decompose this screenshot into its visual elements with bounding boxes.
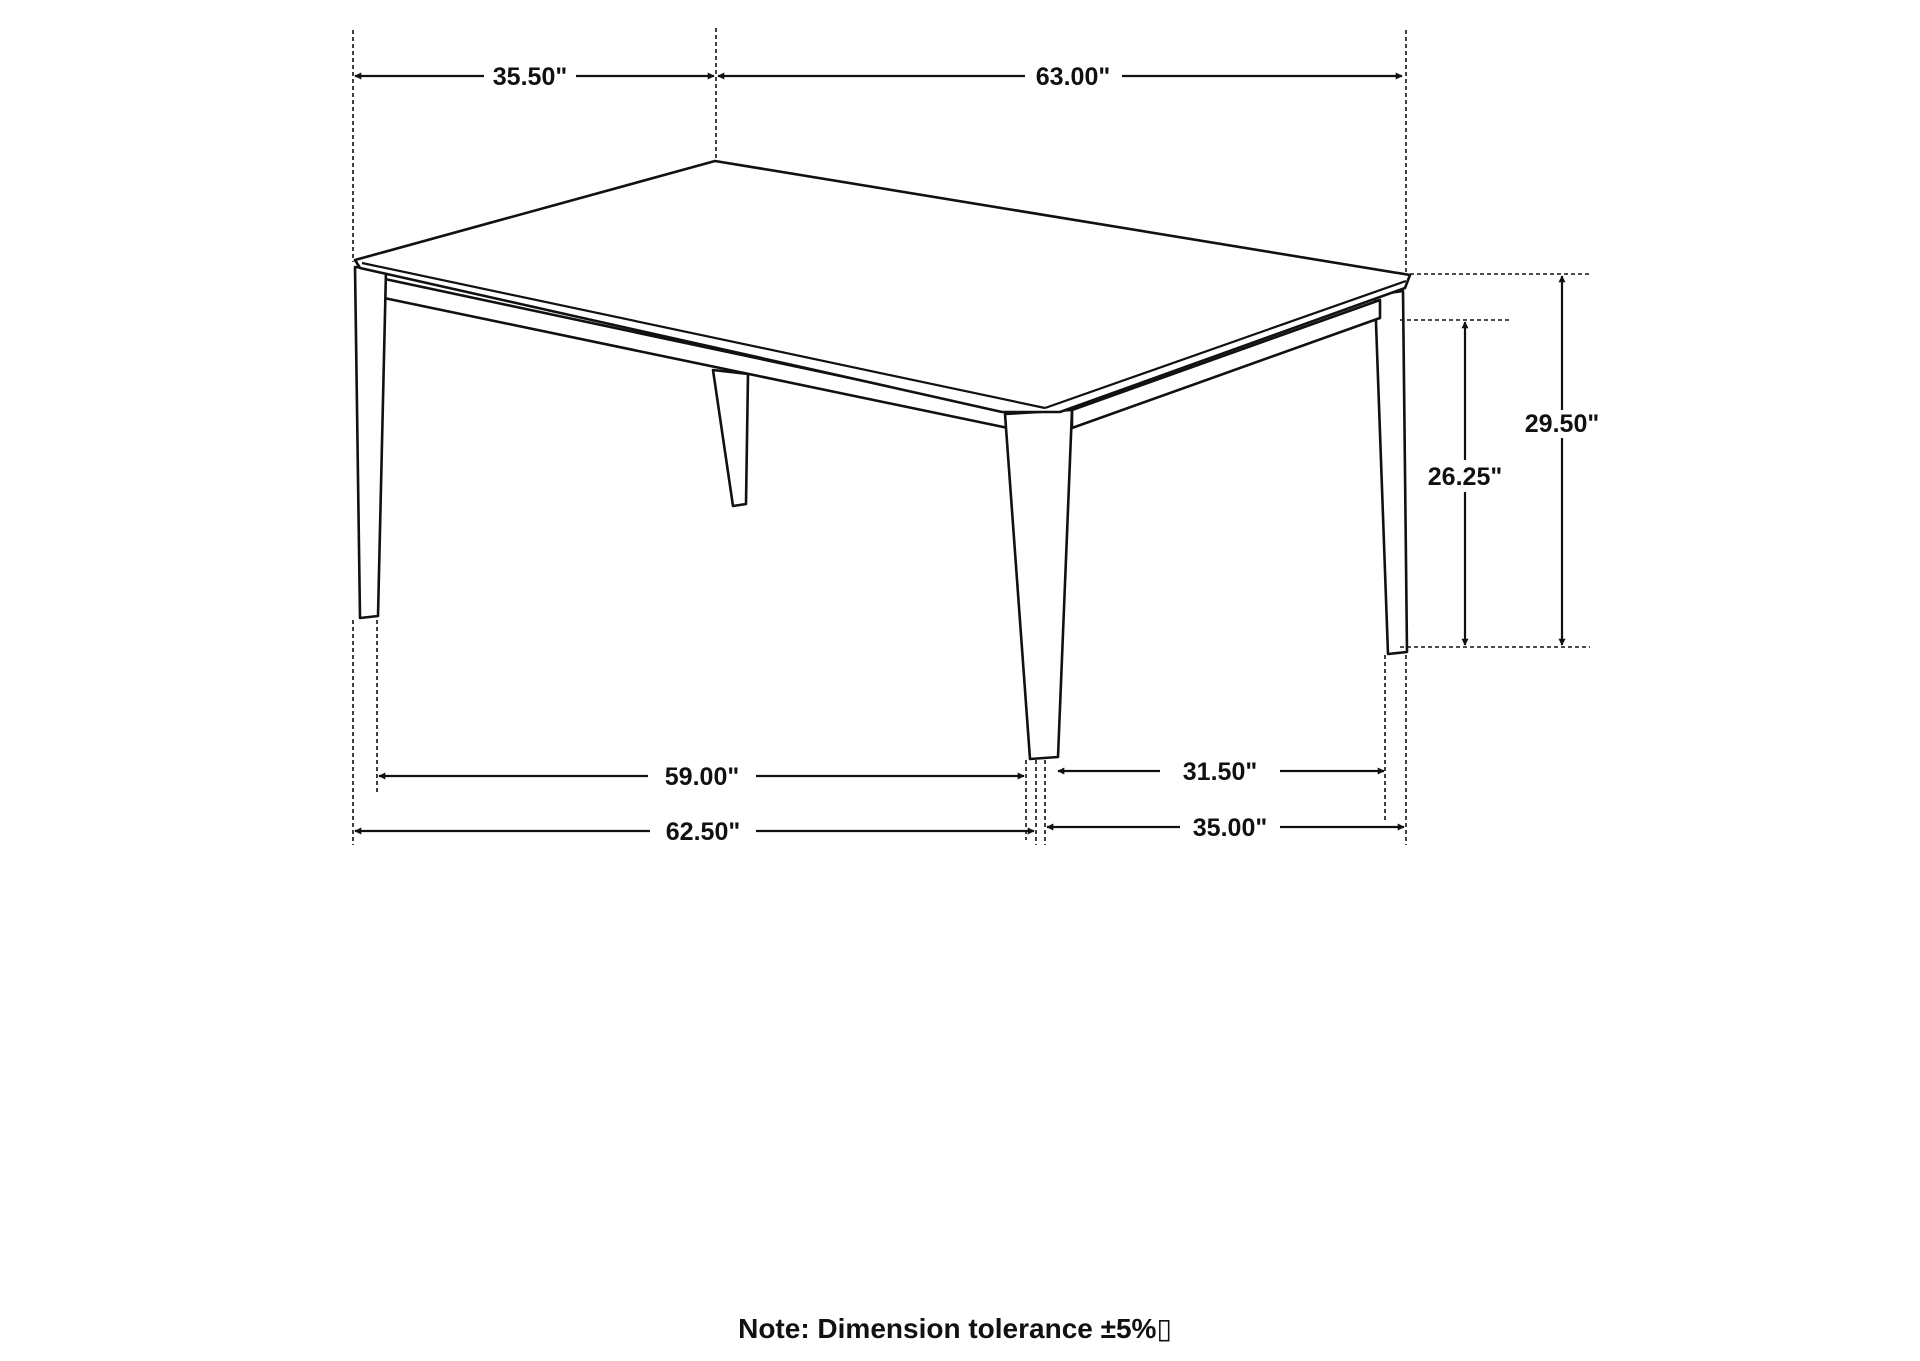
dim-leg-span-width: 31.50": [1182, 758, 1258, 786]
right-back-leg: [1375, 291, 1407, 654]
dim-top-length: 63.00": [1035, 63, 1111, 91]
back-leg: [713, 370, 748, 506]
dim-overall-height: 29.50": [1524, 410, 1600, 438]
dim-leg-span-length: 59.00": [664, 763, 740, 791]
dim-apron-height: 26.25": [1427, 463, 1503, 491]
front-corner-leg: [1005, 410, 1072, 759]
table-drawing: [355, 161, 1410, 759]
dim-base-width: 35.00": [1192, 814, 1268, 842]
tolerance-note: Note: Dimension tolerance ±5%▯: [738, 1313, 1172, 1344]
dim-base-length: 62.50": [665, 818, 741, 846]
dim-top-width: 35.50": [492, 63, 568, 91]
front-left-leg: [355, 267, 386, 618]
